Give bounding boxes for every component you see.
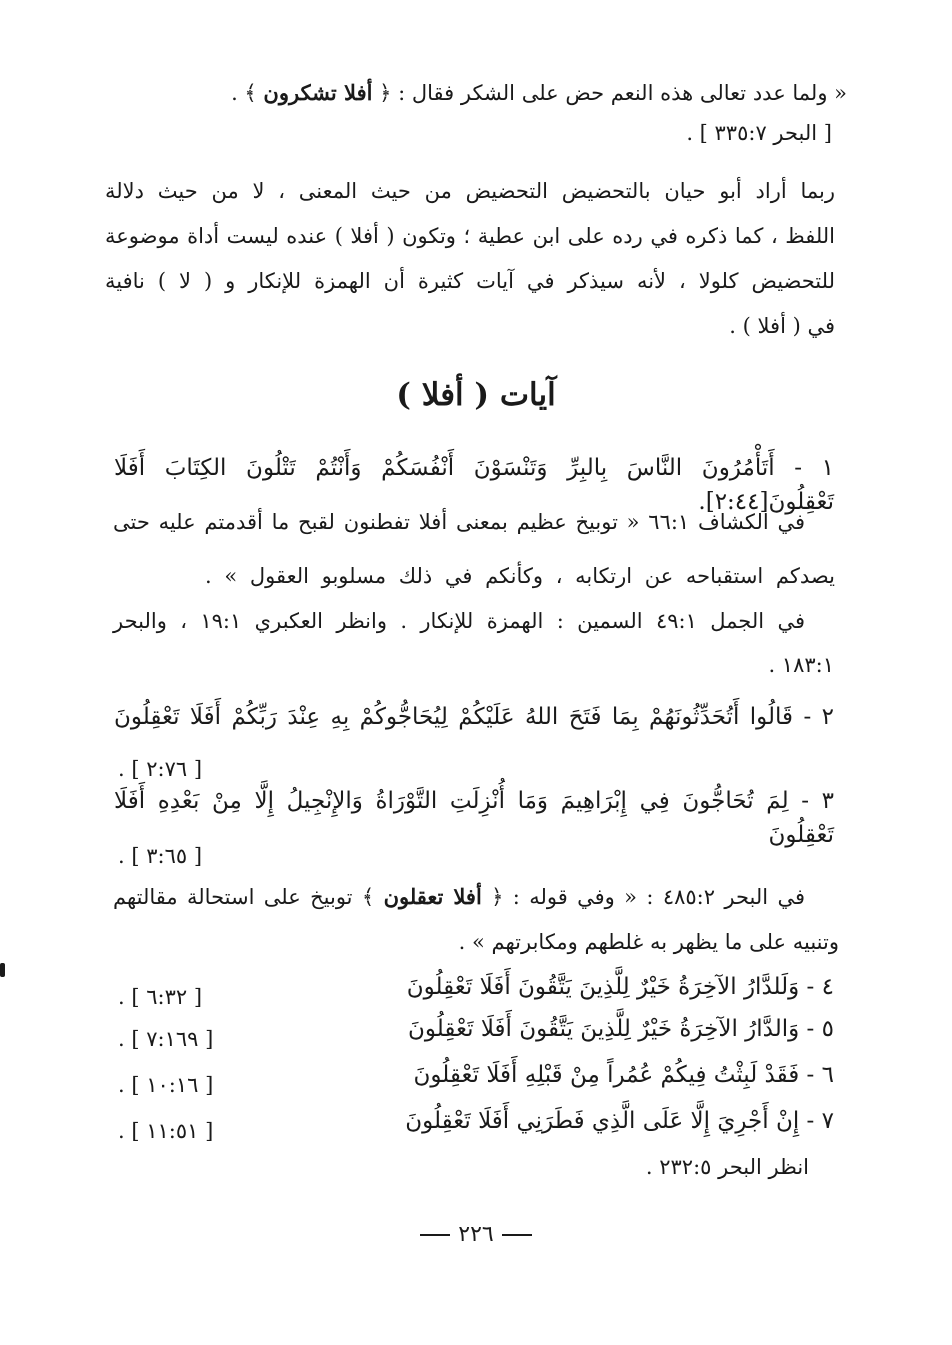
bahr-comment-line-1 bbox=[113, 880, 805, 914]
intro-quote-text: « ولما عدد تعالى هذه النعم حض على الشكر فقال : ﴿ bbox=[372, 81, 847, 105]
section-title: آيات ( أفلا ) bbox=[396, 377, 556, 413]
verse-6-ref: [ ١٠:١٦ ] . bbox=[118, 1073, 214, 1097]
paragraph-line-1: ربما أراد أبو حيان بالتحضيض التحضيض من حيث المعنى ، لا من حيث دلالة bbox=[105, 179, 835, 203]
bahr-comment-rest: ﴾ توبيخ على استحالة مقالتهم bbox=[113, 885, 384, 909]
bahr-reference: انظر البحر ٢٣٢:٥ . bbox=[645, 1155, 809, 1179]
kashshaf-comment-line-2: يصدكم استقباحه عن ارتكابه ، وكأنكم في ذلك مسلوبو العقول » . bbox=[205, 564, 835, 588]
jamal-comment-line-1: في الجمل ٤٩:١ السمين : الهمزة للإنكار . وانظر العكبري ١٩:١ ، والبحر bbox=[113, 609, 805, 633]
page-number: ٢٢٦ bbox=[458, 1222, 494, 1247]
bahr-comment-text: في البحر ٤٨٥:٢ : « وفي قوله : ﴿ bbox=[481, 885, 806, 909]
verse-1: ١ - أَتَأْمُرُونَ النَّاسَ بِالبِرِّ وَتَنْسَوْنَ أَنْفُسَكُمْ وَأَنْتُمْ تَتْلُونَ الكِتَابَ أَفَلَا تَعْقِلُونَ[٢:٤٤]. bbox=[114, 455, 834, 515]
intro-quranic-phrase: أفلا تشكرون bbox=[263, 80, 373, 105]
verse-2: ٢ - قَالُوا أَتُحَدِّثُونَهُمْ بِمَا فَتَحَ اللهُ عَلَيْكُمْ لِيُحَاجُّوكُمْ بِهِ عِنْدَ رَبِّكُمْ أَفَلَا تَعْقِلُونَ bbox=[114, 704, 834, 730]
footer-dash-left bbox=[420, 1234, 450, 1236]
verse-2-ref: [ ٢:٧٦ ] . bbox=[118, 757, 203, 781]
verse-5-ref: [ ٧:١٦٩ ] . bbox=[118, 1027, 214, 1051]
intro-reference: [ البحر ٣٣٥:٧ ] . bbox=[686, 121, 832, 145]
kashshaf-comment-line-1: في الكشاف ٦٦:١ « توبيخ عظيم بمعنى أفلا تفطنون لقبح ما أقدمتم عليه حتى bbox=[113, 510, 806, 534]
margin-mark bbox=[0, 963, 5, 977]
verse-7-ref: [ ١١:٥١ ] . bbox=[118, 1119, 214, 1143]
paragraph-line-2: اللفظ ، كما ذكره في رده على ابن عطية ؛ وتكون ( أفلا ) عنده ليست أداة موضوعة bbox=[105, 224, 835, 248]
intro-quote-close: ﴾ . bbox=[231, 81, 264, 105]
paragraph-line-3: للتحضيض كلولا ، لأنه سيذكر في آيات كثيرة أن الهمزة للإنكار و ( لا ) نافية bbox=[105, 269, 835, 293]
verse-5: ٥ - وَالدَّارُ الآخِرَةُ خَيْرٌ لِلَّذِينَ يَتَّقُونَ أَفَلَا تَعْقِلُونَ bbox=[408, 1016, 834, 1042]
bahr-comment-line-2: وتنبيه على ما يظهر به غلطهم ومكابرتهم » . bbox=[458, 930, 839, 954]
bahr-quranic-phrase: أفلا تعقلون bbox=[383, 884, 482, 909]
jamal-comment-line-2: ١٨٣:١ . bbox=[768, 653, 834, 677]
verse-3-ref: [ ٣:٦٥ ] . bbox=[118, 844, 203, 868]
page-number-footer bbox=[0, 1222, 952, 1247]
verse-3: ٣ - لِمَ تُحَاجُّونَ فِي إِبْرَاهِيمَ وَمَا أُنْزِلَتِ التَّوْرَاةُ وَالإِنْجِيلُ إِلَّا مِنْ بَعْدِهِ أَفَلَا تَعْقِلُونَ bbox=[114, 788, 834, 848]
footer-dash-right bbox=[502, 1234, 532, 1236]
paragraph-line-4: في ( أفلا ) . bbox=[729, 314, 835, 338]
verse-7: ٧ - إِنْ أَجْرِيَ إِلَّا عَلَى الَّذِي فَطَرَنِي أَفَلَا تَعْقِلُونَ bbox=[405, 1108, 834, 1134]
verse-6: ٦ - فَقَدْ لَبِثْتُ فِيكُمْ عُمُراً مِنْ قَبْلِهِ أَفَلَا تَعْقِلُونَ bbox=[413, 1062, 834, 1088]
verse-4: ٤ - وَلَلدَّارُ الآخِرَةُ خَيْرٌ لِلَّذِينَ يَتَّقُونَ أَفَلَا تَعْقِلُونَ bbox=[406, 974, 834, 1000]
intro-line-1 bbox=[231, 76, 847, 110]
verse-4-ref: [ ٦:٣٢ ] . bbox=[118, 985, 203, 1009]
